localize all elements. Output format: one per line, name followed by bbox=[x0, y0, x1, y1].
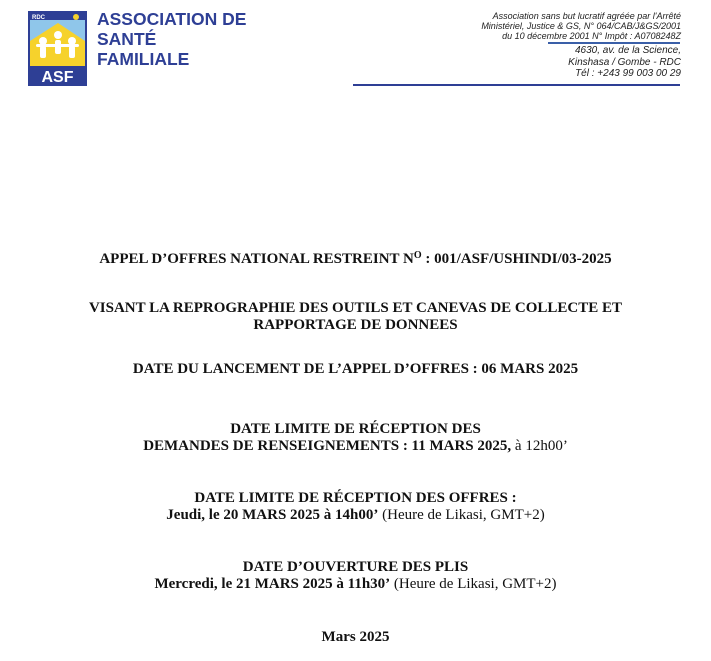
offers-deadline-title: DATE LIMITE DE RÉCEPTION DES OFFRES : bbox=[194, 490, 517, 506]
opening-day: Mercredi, le bbox=[154, 576, 236, 592]
subject-line: RAPPORTAGE DE DONNEES bbox=[253, 317, 458, 333]
opening-datetime: 21 MARS 2025 à 11h30’ bbox=[235, 576, 391, 592]
org-name-line: ASSOCIATION DE bbox=[97, 9, 247, 29]
info-request-title: DATE LIMITE DE RÉCEPTION DES bbox=[230, 421, 481, 437]
info-request-deadline bbox=[0, 421, 711, 455]
subject-line: VISANT LA REPROGRAPHIE DES OUTILS ET CANEVAS DE COLLECTE ET bbox=[88, 300, 623, 316]
tender-subject bbox=[0, 300, 711, 334]
logo-small-text: RDC bbox=[32, 15, 45, 21]
address-block bbox=[481, 45, 681, 80]
org-name-line: FAMILIALE bbox=[97, 49, 190, 69]
opening-date bbox=[0, 559, 711, 593]
document-date bbox=[0, 629, 711, 646]
asf-logo bbox=[28, 11, 87, 86]
tender-prefix: APPEL D’OFFRES NATIONAL RESTREINT N bbox=[99, 251, 414, 267]
header-divider bbox=[353, 84, 680, 86]
launch-date bbox=[0, 361, 711, 378]
offers-deadline-timezone: (Heure de Likasi, GMT+2) bbox=[378, 507, 545, 523]
info-request-time: à 12h00’ bbox=[511, 438, 568, 454]
organization-name bbox=[97, 9, 246, 69]
tender-reference: : 001/ASF/USHINDI/03-2025 bbox=[421, 251, 612, 267]
document-date-text: Mars 2025 bbox=[321, 629, 390, 645]
info-request-date: DEMANDES DE RENSEIGNEMENTS : 11 MARS 2025, bbox=[143, 438, 512, 454]
offers-deadline bbox=[0, 490, 711, 524]
legal-divider bbox=[548, 42, 680, 44]
opening-timezone: (Heure de Likasi, GMT+2) bbox=[390, 576, 557, 592]
address-line: Tél : +243 99 003 00 29 bbox=[575, 68, 681, 79]
org-name-line: SANTÉ bbox=[97, 29, 157, 49]
logo-text: ASF bbox=[41, 69, 74, 86]
tender-number bbox=[0, 247, 711, 268]
legal-line: Ministériel, Justice & GS, N° 064/CAB/J&GS/2001 bbox=[481, 21, 681, 31]
launch-date-text: DATE DU LANCEMENT DE L’APPEL D’OFFRES : 06 MARS 2025 bbox=[132, 361, 579, 377]
legal-line: du 10 décembre 2001 N° Impôt : A0708248Z bbox=[502, 31, 681, 41]
offers-deadline-date: 20 MARS 2025 à 14h00’ bbox=[223, 507, 379, 523]
address-line: Kinshasa / Gombe - RDC bbox=[568, 56, 681, 68]
address-line: 4630, av. de la Science, bbox=[575, 45, 681, 56]
legal-notice bbox=[351, 11, 681, 41]
opening-title: DATE D’OUVERTURE DES PLIS bbox=[242, 559, 469, 575]
offers-deadline-day: Jeudi, le bbox=[166, 507, 224, 523]
tender-no-superscript: O bbox=[413, 250, 422, 261]
legal-line: Association sans but lucratif agréée par l'Arrêté bbox=[492, 11, 681, 21]
